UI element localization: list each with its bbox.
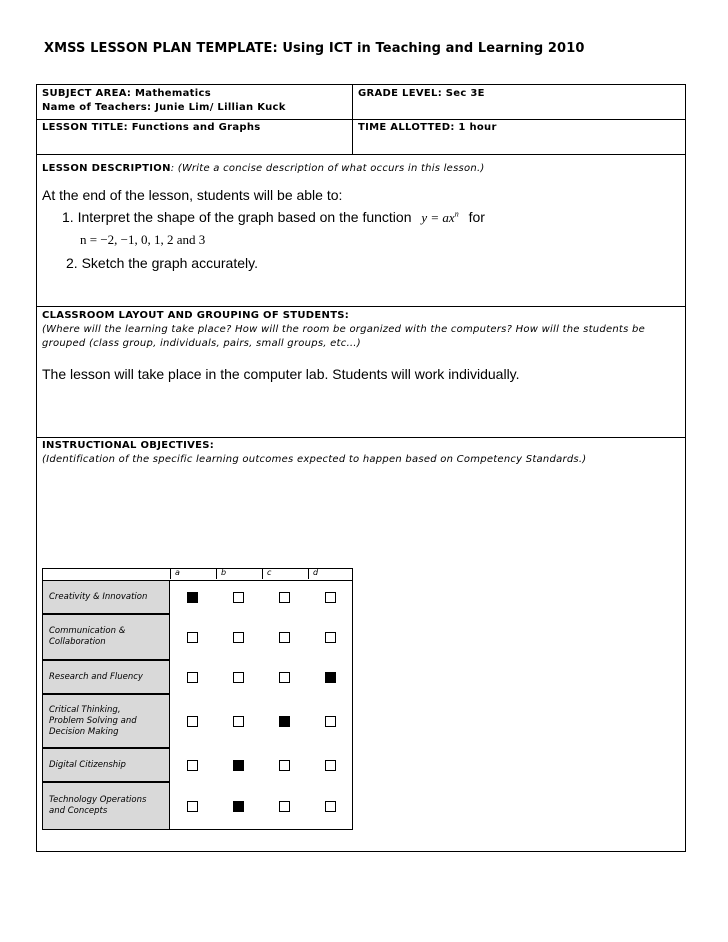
competency-label-text [49, 592, 147, 603]
competency-row-label [42, 660, 170, 694]
grid-column-c: c [267, 568, 272, 577]
checkbox-c[interactable] [279, 716, 290, 727]
checkbox-b[interactable] [233, 716, 244, 727]
grid-column-divider [216, 568, 217, 579]
grid-column-divider [262, 568, 263, 579]
teachers-name: Name of Teachers: Junie Lim/ Lillian Kuck [42, 102, 286, 113]
competency-label-line: Collaboration [49, 637, 106, 647]
competency-row-label [42, 782, 170, 830]
divider-vertical [352, 84, 353, 155]
description-header [42, 156, 485, 175]
competency-label-text [49, 626, 125, 648]
competency-label-text [49, 672, 143, 683]
description-intro: At the end of the lesson, students will be able to: [42, 187, 343, 203]
competency-label-line: and Concepts [49, 806, 108, 816]
checkbox-c[interactable] [279, 592, 290, 603]
competency-label-text [49, 705, 137, 738]
item1-n-values: n = −2, −1, 0, 1, 2 and 3 [80, 232, 206, 247]
checkbox-d[interactable] [325, 672, 336, 683]
description-item1-line2 [80, 231, 205, 248]
grade-level: GRADE LEVEL: Sec 3E [358, 88, 485, 99]
competency-label-line: Critical Thinking, [49, 704, 121, 715]
checkbox-d[interactable] [325, 760, 336, 771]
checkbox-b[interactable] [233, 801, 244, 812]
competency-label-text [49, 760, 126, 771]
layout-label: CLASSROOM LAYOUT AND GROUPING OF STUDENTS: [42, 310, 350, 321]
grid-column-b: b [221, 568, 227, 577]
competency-row-label [42, 694, 170, 748]
checkbox-d[interactable] [325, 716, 336, 727]
time-allotted: TIME ALLOTTED: 1 hour [358, 122, 497, 133]
checkbox-b[interactable] [233, 760, 244, 771]
item1-text: 1. Interpret the shape of the graph based on the function [62, 209, 412, 225]
checkbox-c[interactable] [279, 672, 290, 683]
divider-row2 [36, 154, 686, 155]
checkbox-c[interactable] [279, 760, 290, 771]
checkbox-a[interactable] [187, 672, 198, 683]
competency-row-label [42, 580, 170, 614]
checkbox-a[interactable] [187, 760, 198, 771]
grid-header-row [42, 568, 353, 580]
grid-column-d: d [313, 568, 319, 577]
checkbox-c[interactable] [279, 632, 290, 643]
layout-hint-1: (Where will the learning take place? How will the room be organized with the computers? How will the students be [42, 324, 645, 335]
checkbox-a[interactable] [187, 801, 198, 812]
document-title: XMSS LESSON PLAN TEMPLATE: Using ICT in Teaching and Learning 2010 [44, 41, 585, 56]
checkbox-b[interactable] [233, 592, 244, 603]
checkbox-b[interactable] [233, 672, 244, 683]
competency-label-line: Problem Solving and [49, 715, 137, 726]
item1-sup: n [454, 209, 459, 219]
competency-label-line: Decision Making [49, 726, 119, 737]
checkbox-c[interactable] [279, 801, 290, 812]
competency-row-label [42, 748, 170, 782]
layout-text: The lesson will take place in the computer lab. Students will work individually. [42, 366, 520, 382]
grid-column-divider [308, 568, 309, 579]
checkbox-b[interactable] [233, 632, 244, 643]
divider-row1 [36, 119, 686, 120]
divider-description [36, 306, 686, 307]
checkbox-a[interactable] [187, 632, 198, 643]
competency-row-label [42, 614, 170, 660]
competency-label-line: Communication & [49, 626, 126, 636]
description-hint: : (Write a concise description of what occurs in this lesson.) [170, 163, 485, 174]
divider-layout [36, 437, 686, 438]
objectives-label: INSTRUCTIONAL OBJECTIVES: [42, 440, 215, 451]
item1-math: y = ax [421, 210, 455, 225]
competency-label-text [49, 795, 146, 817]
checkbox-a[interactable] [187, 592, 198, 603]
description-item2: 2. Sketch the graph accurately. [66, 255, 258, 271]
competency-label-line: Technology Operations [49, 795, 147, 805]
grid-column-divider [170, 568, 171, 579]
checkbox-d[interactable] [325, 592, 336, 603]
layout-hint-2: grouped (class group, individuals, pairs, small groups, etc…) [42, 338, 361, 349]
subject-area: SUBJECT AREA: Mathematics [42, 88, 211, 99]
checkbox-d[interactable] [325, 801, 336, 812]
checkbox-d[interactable] [325, 632, 336, 643]
competency-label-line: Digital Citizenship [49, 759, 126, 770]
checkbox-a[interactable] [187, 716, 198, 727]
description-item1 [62, 209, 485, 226]
competency-label-line: Research and Fluency [49, 671, 143, 682]
competency-label-line: Creativity & Innovation [49, 591, 148, 602]
objectives-hint: (Identification of the specific learning outcomes expected to happen based on Competency Standards.) [42, 454, 587, 465]
description-label: LESSON DESCRIPTION [42, 163, 171, 174]
lesson-title: LESSON TITLE: Functions and Graphs [42, 122, 261, 133]
item1-tail: for [468, 209, 485, 225]
grid-column-a: a [175, 568, 180, 577]
